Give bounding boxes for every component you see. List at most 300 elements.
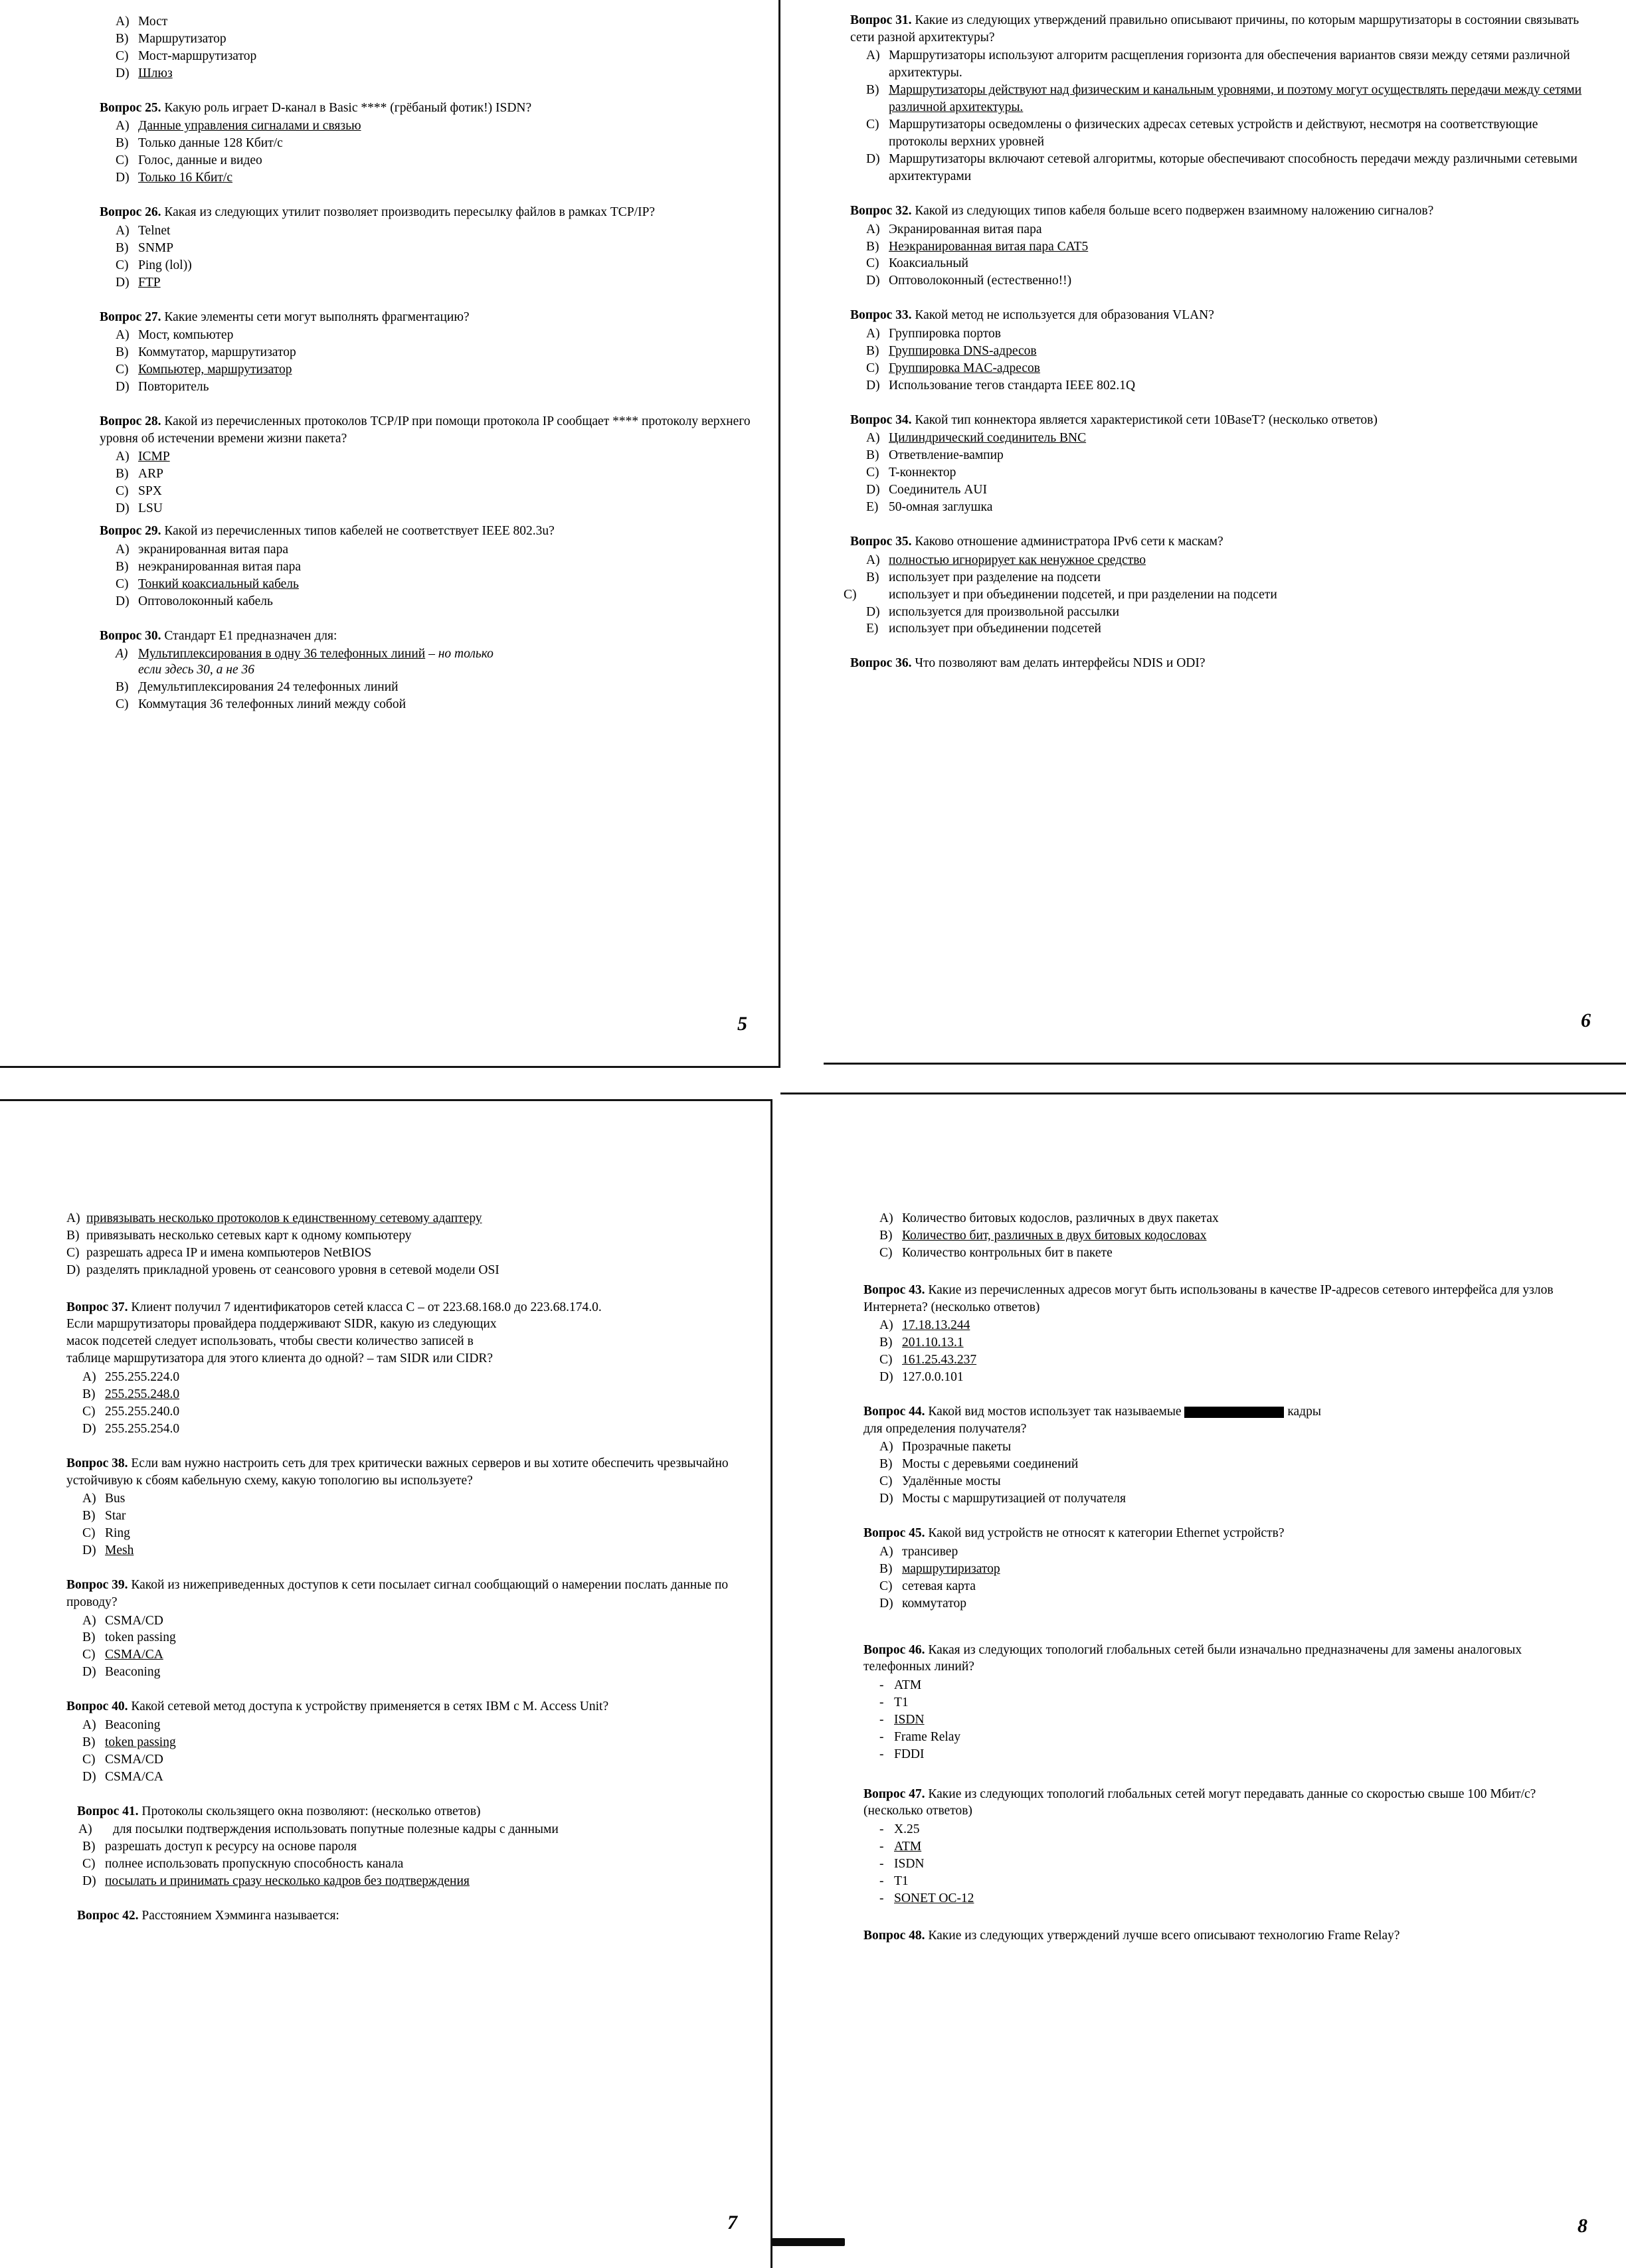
scan-page-5	[0, 0, 780, 1063]
option-text: разделять прикладной уровень от сеансового уровня в сетевой модели OSI	[86, 1263, 499, 1277]
option-letter: B)	[879, 1336, 893, 1350]
list-item	[850, 255, 1586, 272]
question-29	[100, 523, 754, 610]
option-text: Только 16 Кбит/с	[138, 171, 233, 185]
page-edge-bottom-fold	[0, 1099, 770, 1101]
question-47	[863, 1786, 1586, 1907]
list-item	[850, 481, 1586, 499]
page-number-6: 6	[1581, 1009, 1591, 1031]
question-32	[850, 203, 1586, 290]
list-item	[850, 499, 1586, 516]
question-text: Какая из следующих утилит позволяет производить пересылку файлов в рамках TCP/IP?	[164, 205, 656, 220]
question-38	[66, 1455, 754, 1559]
list-item	[850, 343, 1586, 360]
list-item	[100, 646, 754, 663]
list-item	[850, 464, 1586, 481]
option-letter: C)	[116, 258, 129, 272]
question-head	[66, 1803, 754, 1820]
option-text: CSMA/CD	[105, 1752, 163, 1767]
list-item	[850, 116, 1586, 151]
question-45	[863, 1525, 1586, 1612]
list-item	[66, 1821, 754, 1838]
options-list	[850, 325, 1586, 394]
list-item	[863, 1838, 1586, 1856]
question-number: Вопрос 37.	[66, 1300, 128, 1314]
question-head	[100, 628, 754, 645]
option-letter: -	[879, 1695, 884, 1709]
option-letter: A)	[866, 327, 880, 341]
question-number: Вопрос 29.	[100, 524, 161, 539]
list-item	[66, 1369, 754, 1386]
option-text: SNMP	[138, 240, 174, 255]
option-text: ATM	[894, 1678, 922, 1692]
option-text: привязывать несколько протоколов к единственному сетевому адаптеру	[86, 1211, 482, 1225]
option-text: CSMA/CA	[105, 1648, 163, 1662]
question-head	[77, 1907, 754, 1925]
list-item	[850, 360, 1586, 377]
option-letter: A)	[116, 647, 128, 661]
option-letter: -	[879, 1891, 884, 1905]
list-item	[863, 1352, 1586, 1369]
option-letter: C)	[66, 1245, 80, 1260]
option-letter: C)	[866, 361, 879, 375]
option-letter: B)	[866, 448, 879, 463]
option-letter: A)	[116, 15, 130, 29]
option-letter: C)	[116, 576, 129, 591]
question-head	[863, 1786, 1586, 1820]
option-letter: B)	[879, 1457, 893, 1472]
list-item	[100, 679, 754, 696]
option-letter: -	[879, 1747, 884, 1761]
question-number: Вопрос 32.	[850, 203, 912, 218]
option-text: Оптоволоконный кабель	[138, 594, 273, 608]
option-text: Только данные 128 Кбит/с	[138, 136, 283, 151]
list-item	[863, 1334, 1586, 1352]
list-item	[863, 1490, 1586, 1508]
question-number: Вопрос 40.	[66, 1700, 128, 1714]
list-item	[66, 1227, 754, 1245]
list-item	[66, 1262, 754, 1279]
list-item	[844, 586, 1586, 604]
question-head	[850, 533, 1586, 551]
question-number: Вопрос 30.	[100, 628, 161, 643]
option-text: Демультиплексирования 24 телефонных линий	[138, 680, 399, 695]
option-text: CSMA/CD	[105, 1613, 163, 1628]
option-letter: D)	[82, 1543, 96, 1558]
page-number-7: 7	[727, 2212, 737, 2233]
list-item	[100, 500, 754, 517]
option-text: X.25	[894, 1822, 920, 1837]
list-item	[100, 541, 754, 559]
option-letter: C)	[866, 256, 879, 271]
list-item	[66, 1751, 754, 1769]
option-letter: C)	[82, 1752, 96, 1767]
question-text: Какой из перечисленных протоколов TCP/IP при помощи протокола IP сообщает **** протоколу верхнего уровня об истечении времени жизни пакета?	[100, 414, 751, 446]
list-item	[850, 221, 1586, 238]
option-text: Маршрутизаторы используют алгоритм расщепления горизонта для обеспечения вариантов связи между сетями различной архитектуры.	[889, 48, 1570, 80]
option-suffix: – но только	[425, 647, 494, 661]
question-number: Вопрос 34.	[850, 412, 912, 427]
list-item	[100, 466, 754, 483]
question-34	[850, 412, 1586, 516]
page-edge-horizontal-left	[0, 1066, 780, 1068]
question-number: Вопрос 43.	[863, 1282, 925, 1297]
option-text: сетевая карта	[902, 1579, 976, 1593]
option-letter: E)	[866, 622, 879, 636]
option-letter: C)	[879, 1245, 893, 1260]
option-letter: D)	[82, 1769, 96, 1784]
list-item	[66, 1403, 754, 1421]
list-item	[863, 1677, 1586, 1694]
option-text: Голос, данные и видео	[138, 153, 262, 168]
question-text: Какие из перечисленных адресов могут быть использованы в качестве IP-адресов сетевого интерфейса для узлов Интернета? (несколько ответов)	[863, 1282, 1554, 1314]
list-item	[850, 82, 1586, 116]
question-text: Какой сетевой метод доступа к устройству применяется в сетях IBM с M. Access Unit?	[131, 1700, 609, 1714]
orphan-options-page5	[100, 13, 754, 82]
option-letter: A)	[82, 1370, 96, 1385]
question-text-line2: для определения получателя?	[863, 1421, 1027, 1436]
list-item	[100, 152, 754, 169]
option-text: неэкранированная витая пара	[138, 559, 302, 574]
option-text: Frame Relay	[894, 1729, 961, 1744]
list-item	[863, 1456, 1586, 1473]
option-text: Группировка DNS-адресов	[889, 343, 1037, 358]
option-letter: C)	[116, 697, 129, 712]
option-text: Прозрачные пакеты	[902, 1440, 1012, 1454]
option-text: Повторитель	[138, 380, 209, 394]
orphan-options-page7	[66, 1210, 754, 1279]
option-text: ISDN	[894, 1856, 925, 1871]
list-item	[100, 559, 754, 576]
options-list	[100, 327, 754, 396]
option-text: трансивер	[902, 1544, 958, 1559]
option-letter: D)	[866, 604, 880, 619]
options-list	[100, 541, 754, 610]
option-text: Маршрутизатор	[138, 31, 226, 46]
option-text: 201.10.13.1	[902, 1336, 964, 1350]
list-item	[66, 1629, 754, 1646]
option-letter: B)	[116, 240, 129, 255]
list-item	[100, 327, 754, 344]
option-letter: D)	[82, 1874, 96, 1889]
option-text: Mesh	[105, 1543, 134, 1558]
question-text-after: кадры	[1284, 1404, 1321, 1419]
options-list	[66, 1717, 754, 1786]
option-text: Мультиплексирования в одну 36 телефонных линий	[138, 647, 426, 661]
options-list	[100, 448, 754, 517]
question-number: Вопрос 41.	[77, 1804, 139, 1818]
question-number: Вопрос 26.	[100, 205, 161, 220]
option-text: token passing	[105, 1630, 176, 1645]
option-letter: A)	[116, 328, 130, 343]
option-text: SONET OC-12	[894, 1891, 974, 1905]
option-text: разрешать доступ к ресурсу на основе пароля	[105, 1840, 357, 1854]
list-item	[100, 31, 754, 48]
question-head	[863, 1927, 1586, 1945]
option-text: 17.18.13.244	[902, 1318, 970, 1333]
option-text: для посылки подтверждения использовать попутные полезные кадры с данными	[113, 1822, 559, 1837]
question-text: Какие из следующих топологий глобальных сетей могут передавать данные со скоростью свыше 100 Мбит/с? (несколько ответов)	[863, 1787, 1536, 1818]
options-list	[66, 1613, 754, 1682]
option-text: Компьютер, маршрутизатор	[138, 363, 292, 377]
question-extra-line: Если маршрутизаторы провайдера поддерживают SIDR, какую из следующих	[66, 1317, 497, 1332]
option-text: использует при разделение на подсети	[889, 570, 1101, 584]
list-item	[66, 1210, 754, 1227]
question-number: Вопрос 47.	[863, 1787, 925, 1801]
question-41	[66, 1803, 754, 1890]
option-letter: C)	[844, 587, 857, 602]
question-text: Расстоянием Хэмминга называется:	[141, 1909, 339, 1923]
options-list-cont	[100, 679, 754, 713]
list-item	[863, 1317, 1586, 1334]
option-letter: C)	[116, 484, 129, 499]
list-item	[100, 257, 754, 274]
page-number-8: 8	[1578, 2215, 1587, 2237]
question-44	[863, 1403, 1586, 1508]
option-letter: D)	[866, 152, 880, 166]
list-item	[850, 620, 1586, 638]
option-text: Соединитель AUI	[889, 483, 987, 497]
option-text: полностью игнорирует как ненужное средство	[889, 553, 1146, 567]
option-letter: D)	[879, 1596, 893, 1611]
list-item	[66, 1717, 754, 1734]
option-text: Использование тегов стандарта IEEE 802.1Q	[889, 378, 1136, 393]
option-letter: A)	[866, 431, 880, 446]
option-text: Количество битовых кодослов, различных в двух пакетах	[902, 1211, 1219, 1225]
question-head	[100, 100, 754, 117]
list-item	[66, 1245, 754, 1262]
option-text: Ответвление-вампир	[889, 448, 1004, 463]
list-item	[66, 1525, 754, 1542]
options-list	[863, 1677, 1586, 1763]
question-43	[863, 1282, 1586, 1386]
option-text: Маршрутизаторы осведомлены о физических адресах сетевых устройств и действуют, несмотря на соответствующие протоколы верхних уровней	[889, 118, 1538, 149]
question-39	[66, 1577, 754, 1681]
options-list	[863, 1821, 1586, 1907]
list-item	[850, 552, 1586, 569]
options-list	[863, 1543, 1586, 1613]
option-text: SPX	[138, 484, 162, 499]
option-text: разрешать адреса IP и имена компьютеров NetBIOS	[86, 1245, 372, 1260]
list-item	[863, 1473, 1586, 1490]
option-text: Удалённые мосты	[902, 1474, 1001, 1489]
list-item	[100, 13, 754, 31]
question-head	[66, 1455, 754, 1489]
list-item	[850, 430, 1586, 447]
option-text: T1	[894, 1874, 909, 1888]
question-head	[100, 413, 754, 447]
option-letter: B)	[116, 345, 129, 360]
question-31	[850, 12, 1586, 185]
list-item	[863, 1746, 1586, 1763]
option-text: Тонкий коаксиальный кабель	[138, 576, 299, 591]
option-letter: B)	[82, 1387, 96, 1402]
question-text: Какой из перечисленных типов кабелей не соответствует IEEE 802.3u?	[164, 524, 555, 539]
page-edge-bottom-fold-right	[780, 1092, 1626, 1094]
list-item	[863, 1729, 1586, 1746]
question-37	[66, 1299, 754, 1438]
question-text: Какие из следующих утверждений правильно описывают причины, по которым маршрутизаторы в состоянии связывать сети разной архитектуры?	[850, 13, 1580, 44]
option-letter: A)	[879, 1440, 893, 1454]
option-letter: -	[879, 1822, 884, 1837]
option-text: Шлюз	[138, 66, 173, 80]
list-item	[100, 118, 754, 135]
question-28	[100, 413, 754, 517]
list-item	[863, 1873, 1586, 1890]
list-item	[66, 1838, 754, 1856]
option-text: Коаксиальный	[889, 256, 968, 271]
option-text: Группировка портов	[889, 327, 1001, 341]
question-number: Вопрос 44.	[863, 1404, 925, 1419]
option-letter: B)	[116, 559, 129, 574]
option-letter: B)	[866, 343, 879, 358]
option-letter: D)	[116, 594, 130, 608]
options-list	[66, 1490, 754, 1559]
option-letter: A)	[866, 553, 880, 567]
option-letter: D)	[866, 378, 880, 393]
list-item	[850, 447, 1586, 464]
question-26	[100, 204, 754, 291]
question-head	[100, 309, 754, 326]
option-letter: -	[879, 1729, 884, 1744]
options-list	[863, 1439, 1586, 1508]
option-text: 255.255.240.0	[105, 1405, 180, 1419]
option-letter: A)	[879, 1544, 893, 1559]
option-letter: C)	[116, 363, 129, 377]
scan-page-7	[0, 1116, 780, 2268]
question-head	[100, 523, 754, 540]
option-letter: B)	[66, 1228, 80, 1243]
question-text: Какие элементы сети могут выполнять фрагментацию?	[164, 309, 470, 324]
option-letter: D)	[82, 1421, 96, 1436]
list-item	[100, 696, 754, 713]
option-text: Данные управления сигналами и связью	[138, 119, 361, 133]
list-item	[100, 48, 754, 65]
option-text: T1	[894, 1695, 909, 1709]
option-text: коммутатор	[902, 1596, 966, 1611]
list-item	[100, 576, 754, 593]
question-head	[66, 1698, 754, 1715]
options-list	[850, 47, 1586, 185]
list-item	[850, 47, 1586, 82]
list-item	[863, 1711, 1586, 1729]
list-item	[100, 274, 754, 292]
option-text: Bus	[105, 1492, 126, 1506]
option-text: Мост	[138, 15, 168, 29]
option-text: Ping (lol))	[138, 258, 192, 272]
options-list	[66, 1821, 754, 1890]
question-extra-line: масок подсетей следует использовать, чтобы свести количество записей в	[66, 1334, 474, 1349]
option-letter: A)	[879, 1211, 893, 1225]
question-number: Вопрос 35.	[850, 535, 912, 549]
list-item	[850, 151, 1586, 185]
option-text: используется для произвольной рассылки	[889, 604, 1120, 619]
option-letter: A)	[82, 1717, 96, 1732]
option-letter: B)	[866, 83, 879, 98]
question-number: Вопрос 48.	[863, 1928, 925, 1943]
option-text: Коммутация 36 телефонных линий между собой	[138, 697, 406, 712]
options-list	[863, 1317, 1586, 1386]
question-head	[850, 412, 1586, 429]
option-letter: B)	[866, 570, 879, 584]
list-item	[100, 222, 754, 240]
option-letter: A)	[866, 222, 880, 236]
list-item	[863, 1369, 1586, 1386]
question-40	[66, 1698, 754, 1785]
question-48	[863, 1927, 1586, 1945]
list-item	[863, 1821, 1586, 1838]
options-list	[850, 430, 1586, 516]
option-letter: D)	[116, 501, 130, 516]
list-item	[66, 1873, 754, 1890]
option-text: ISDN	[894, 1712, 925, 1727]
list-item	[100, 593, 754, 610]
option-text: Оптоволоконный (естественно!!)	[889, 274, 1072, 288]
list-item	[850, 325, 1586, 343]
question-text: Какую роль играет D-канал в Basic **** (грёбаный фотик!) ISDN?	[164, 100, 532, 115]
option-letter: D)	[866, 483, 880, 497]
option-letter: A)	[116, 450, 130, 464]
option-letter: -	[879, 1839, 884, 1854]
option-letter: B)	[879, 1228, 893, 1243]
list-item	[100, 448, 754, 466]
question-head	[863, 1525, 1586, 1542]
list-item	[100, 361, 754, 379]
option-text: Мост, компьютер	[138, 328, 234, 343]
option-text: LSU	[138, 501, 163, 516]
question-extra-line: таблице маршрутизатора для этого клиента до одной? – там SIDR или CIDR?	[66, 1352, 494, 1366]
option-text: T-коннектор	[889, 466, 956, 480]
question-text: Какой метод не используется для образования VLAN?	[915, 308, 1214, 323]
option-text: Количество контрольных бит в пакете	[902, 1245, 1113, 1260]
list-item	[100, 169, 754, 187]
option-letter: A)	[116, 542, 130, 557]
question-text: Что позволяют вам делать интерфейсы NDIS и ODI?	[915, 656, 1206, 671]
option-text: ICMP	[138, 450, 170, 464]
option-letter: D)	[879, 1492, 893, 1506]
question-number: Вопрос 46.	[863, 1642, 925, 1657]
option-letter: -	[879, 1874, 884, 1888]
option-letter: C)	[879, 1353, 893, 1367]
list-item	[66, 1613, 754, 1630]
option-letter: B)	[116, 136, 129, 151]
option-text: посылать и принимать сразу несколько кадров без подтверждения	[105, 1874, 470, 1889]
option-letter: -	[879, 1712, 884, 1727]
question-text: Какие из следующих утверждений лучше всего описывают технологию Frame Relay?	[928, 1928, 1400, 1943]
option-letter: D)	[879, 1370, 893, 1384]
options-list	[100, 646, 754, 663]
list-item	[850, 238, 1586, 256]
option-text: FDDI	[894, 1747, 925, 1761]
option-letter: D)	[116, 66, 130, 80]
option-letter: B)	[116, 467, 129, 481]
question-head	[850, 203, 1586, 220]
orphan-options-page8	[863, 1210, 1586, 1262]
list-item	[863, 1856, 1586, 1873]
question-text: Какой из следующих типов кабеля больше всего подвержен взаимному наложению сигналов?	[915, 203, 1434, 218]
question-head	[863, 1403, 1586, 1421]
question-number: Вопрос 38.	[66, 1456, 128, 1470]
option-letter: D)	[866, 274, 880, 288]
list-item	[850, 272, 1586, 290]
list-item	[66, 1490, 754, 1508]
list-item	[863, 1561, 1586, 1578]
handwritten-note: если здесь 30, а не 36	[138, 663, 255, 677]
question-text: Если вам нужно настроить сеть для трех критически важных серверов и вы хотите обеспечить чрезвычайно устойчивую к сбоям кабельную схему, какую топологию вы используете?	[66, 1456, 729, 1488]
option-text: маршрутиризатор	[902, 1561, 1000, 1576]
option-letter: C)	[116, 48, 129, 63]
option-letter: B)	[82, 1509, 96, 1524]
